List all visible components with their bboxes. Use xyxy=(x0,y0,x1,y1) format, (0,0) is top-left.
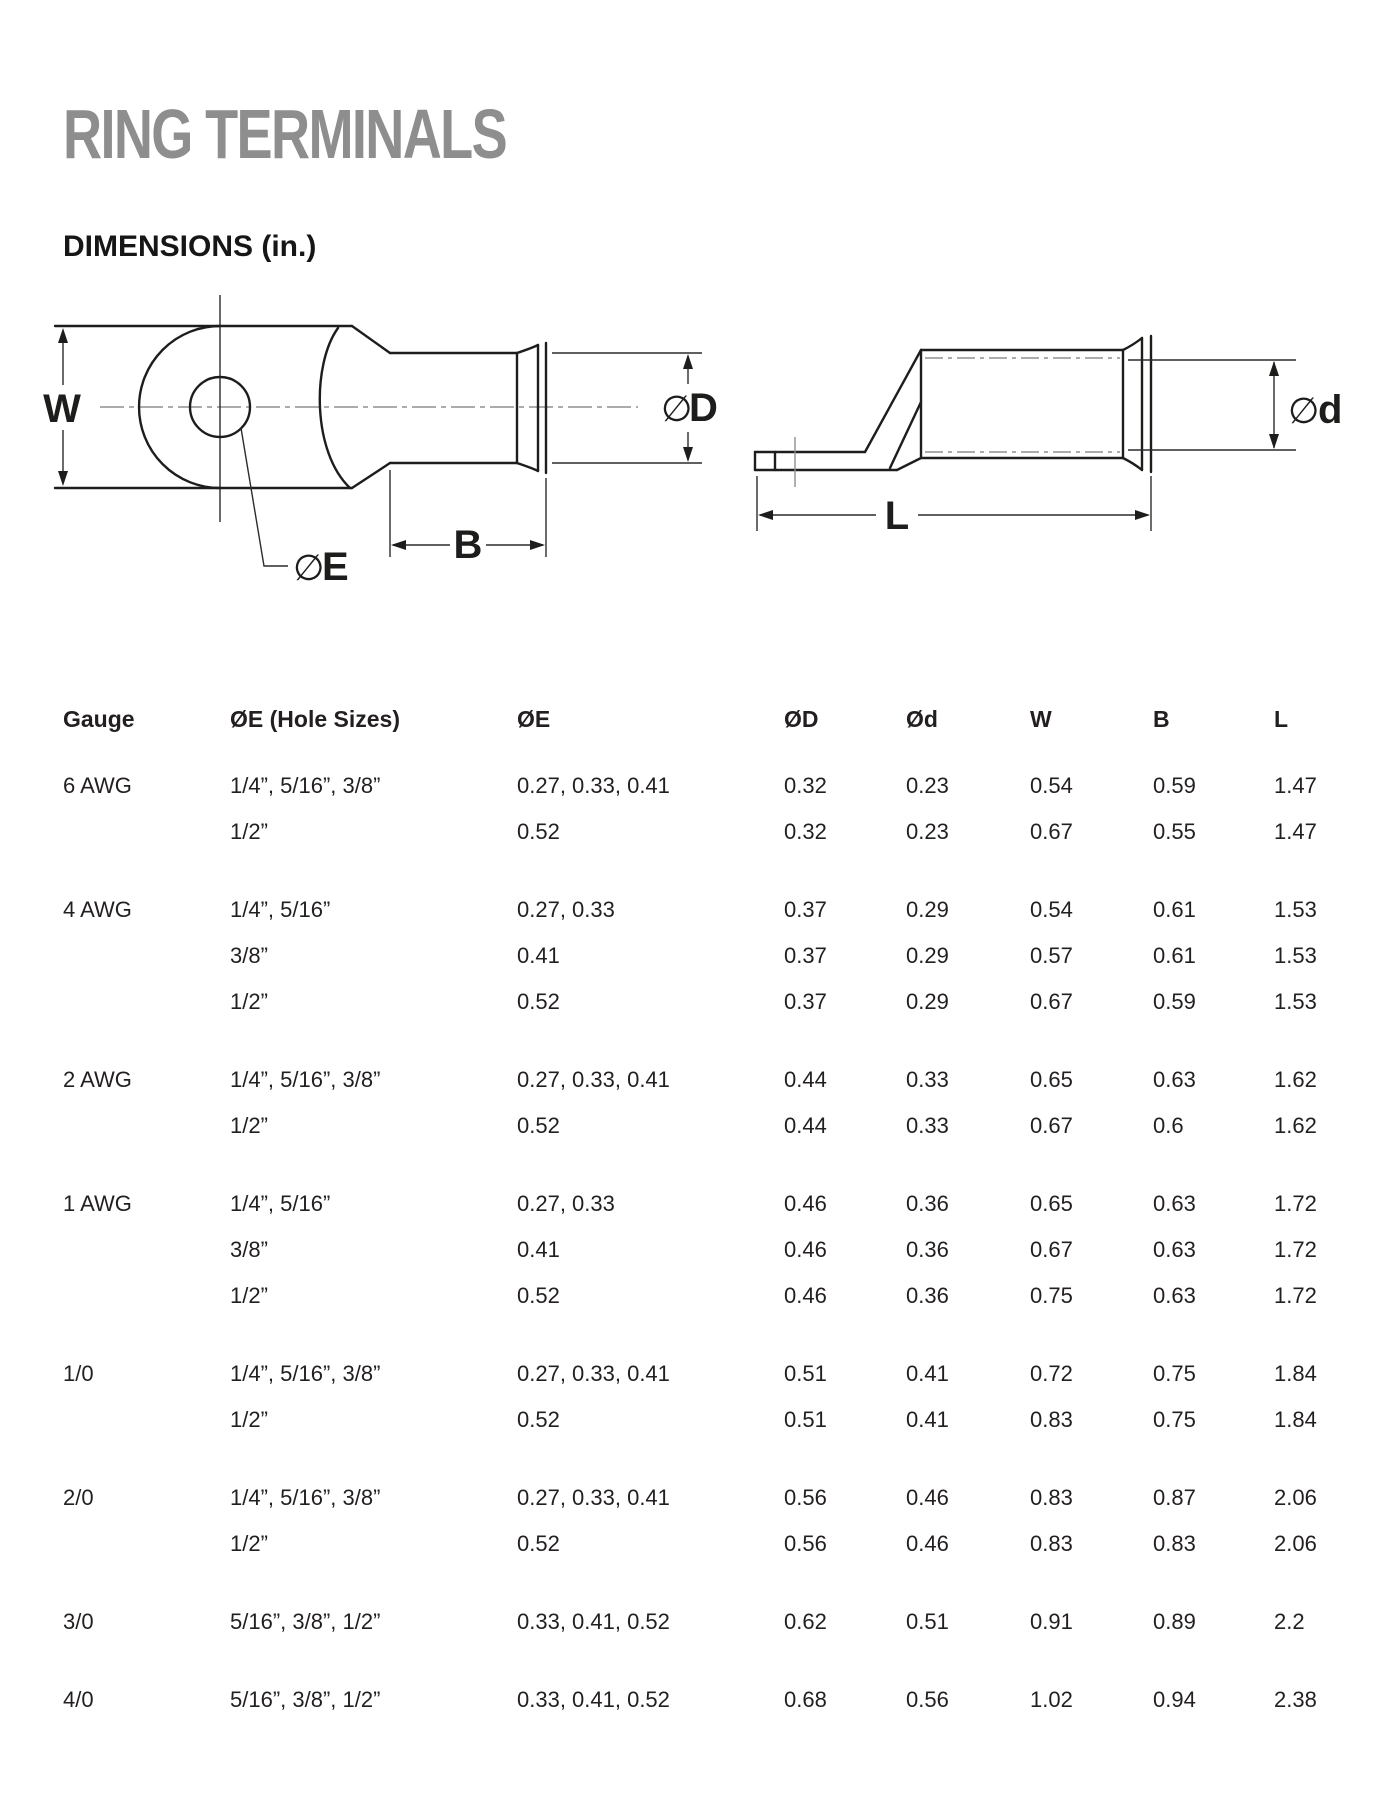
hole-sizes-cell: 1/4”, 5/16”, 3/8” xyxy=(230,1361,381,1386)
l-cell: 1.53 xyxy=(1274,897,1317,922)
od-small-cell: 0.36 xyxy=(906,1237,949,1262)
w-cell: 0.67 xyxy=(1030,819,1073,844)
oe-cell: 0.52 xyxy=(517,1531,560,1556)
dimensions-table xyxy=(63,708,1349,1767)
od-label: D xyxy=(689,386,718,430)
b-cell: 0.6 xyxy=(1153,1113,1184,1138)
table-row xyxy=(63,945,1349,991)
oe-cell: 0.27, 0.33 xyxy=(517,1191,615,1216)
hole-sizes-cell: 3/8” xyxy=(230,1237,268,1262)
column-header-b: B xyxy=(1153,706,1170,732)
b-label: B xyxy=(453,523,483,567)
front-view-drawing xyxy=(43,295,718,589)
od-small-cell: 0.33 xyxy=(906,1113,949,1138)
od-cell: 0.51 xyxy=(784,1407,827,1432)
l-cell: 1.47 xyxy=(1274,773,1317,798)
hole-sizes-cell: 1/4”, 5/16”, 3/8” xyxy=(230,773,381,798)
oe-cell: 0.41 xyxy=(517,1237,560,1262)
od-cell: 0.44 xyxy=(784,1113,827,1138)
w-cell: 0.67 xyxy=(1030,1113,1073,1138)
gauge-cell: 4/0 xyxy=(63,1687,94,1712)
od-small-phi-symbol: ∅ xyxy=(1288,390,1320,431)
b-cell: 0.83 xyxy=(1153,1531,1196,1556)
oe-cell: 0.27, 0.33, 0.41 xyxy=(517,773,670,798)
hole-sizes-cell: 1/4”, 5/16” xyxy=(230,897,331,922)
od-small-cell: 0.23 xyxy=(906,773,949,798)
gauge-cell: 6 AWG xyxy=(63,773,132,798)
gauge-group xyxy=(63,1611,1349,1657)
od-cell: 0.37 xyxy=(784,897,827,922)
od-cell: 0.51 xyxy=(784,1361,827,1386)
w-cell: 0.83 xyxy=(1030,1531,1073,1556)
table-row xyxy=(63,1115,1349,1161)
oe-cell: 0.27, 0.33, 0.41 xyxy=(517,1485,670,1510)
table-row xyxy=(63,991,1349,1037)
hole-sizes-cell: 3/8” xyxy=(230,943,268,968)
l-cell: 2.06 xyxy=(1274,1531,1317,1556)
l-cell: 1.62 xyxy=(1274,1113,1317,1138)
od-small-cell: 0.56 xyxy=(906,1687,949,1712)
gauge-group xyxy=(63,1069,1349,1161)
od-phi-symbol: ∅ xyxy=(661,388,693,429)
w-cell: 0.83 xyxy=(1030,1407,1073,1432)
w-cell: 0.72 xyxy=(1030,1361,1073,1386)
od-cell: 0.32 xyxy=(784,773,827,798)
oe-cell: 0.33, 0.41, 0.52 xyxy=(517,1609,670,1634)
b-cell: 0.63 xyxy=(1153,1191,1196,1216)
column-header-od: ØD xyxy=(784,706,819,732)
od-cell: 0.62 xyxy=(784,1609,827,1634)
table-row xyxy=(63,1409,1349,1455)
table-row xyxy=(63,1239,1349,1285)
b-cell: 0.63 xyxy=(1153,1067,1196,1092)
oe-cell: 0.33, 0.41, 0.52 xyxy=(517,1687,670,1712)
hole-sizes-cell: 5/16”, 3/8”, 1/2” xyxy=(230,1609,381,1634)
gauge-cell: 3/0 xyxy=(63,1609,94,1634)
dimension-od-small xyxy=(1128,360,1342,450)
b-cell: 0.94 xyxy=(1153,1687,1196,1712)
column-header-oe: ØE xyxy=(517,706,551,732)
table-row xyxy=(63,1689,1349,1735)
w-cell: 0.65 xyxy=(1030,1067,1073,1092)
oe-cell: 0.52 xyxy=(517,819,560,844)
od-small-label: d xyxy=(1318,388,1343,432)
oe-cell: 0.27, 0.33 xyxy=(517,897,615,922)
od-small-cell: 0.46 xyxy=(906,1531,949,1556)
od-cell: 0.46 xyxy=(784,1191,827,1216)
oe-label: E xyxy=(322,545,349,589)
od-small-cell: 0.51 xyxy=(906,1609,949,1634)
w-cell: 0.91 xyxy=(1030,1609,1073,1634)
b-cell: 0.59 xyxy=(1153,773,1196,798)
w-cell: 0.75 xyxy=(1030,1283,1073,1308)
l-cell: 1.72 xyxy=(1274,1283,1317,1308)
table-header-row xyxy=(63,708,1349,754)
table-row xyxy=(63,821,1349,867)
l-cell: 1.53 xyxy=(1274,989,1317,1014)
od-small-cell: 0.41 xyxy=(906,1361,949,1386)
l-cell: 1.47 xyxy=(1274,819,1317,844)
w-cell: 0.54 xyxy=(1030,897,1073,922)
od-small-cell: 0.41 xyxy=(906,1407,949,1432)
oe-cell: 0.52 xyxy=(517,989,560,1014)
table-row xyxy=(63,1069,1349,1115)
hole-sizes-cell: 1/2” xyxy=(230,989,268,1014)
b-cell: 0.75 xyxy=(1153,1407,1196,1432)
w-label: W xyxy=(43,387,81,431)
hole-sizes-cell: 1/2” xyxy=(230,819,268,844)
table-row xyxy=(63,775,1349,821)
hole-sizes-cell: 1/4”, 5/16”, 3/8” xyxy=(230,1067,381,1092)
oe-cell: 0.41 xyxy=(517,943,560,968)
hole-sizes-cell: 1/2” xyxy=(230,1113,268,1138)
od-cell: 0.46 xyxy=(784,1237,827,1262)
od-cell: 0.68 xyxy=(784,1687,827,1712)
table-row xyxy=(63,1487,1349,1533)
hole-sizes-cell: 1/2” xyxy=(230,1407,268,1432)
dimension-od xyxy=(552,353,718,463)
gauge-group xyxy=(63,1193,1349,1331)
dimension-b xyxy=(390,470,546,567)
b-cell: 0.75 xyxy=(1153,1361,1196,1386)
gauge-group xyxy=(63,1363,1349,1455)
od-small-cell: 0.36 xyxy=(906,1191,949,1216)
od-cell: 0.44 xyxy=(784,1067,827,1092)
l-cell: 1.84 xyxy=(1274,1361,1317,1386)
table-row xyxy=(63,1611,1349,1657)
hole-sizes-cell: 1/4”, 5/16”, 3/8” xyxy=(230,1485,381,1510)
oe-cell: 0.52 xyxy=(517,1283,560,1308)
oe-cell: 0.52 xyxy=(517,1113,560,1138)
w-cell: 0.65 xyxy=(1030,1191,1073,1216)
l-cell: 1.72 xyxy=(1274,1237,1317,1262)
table-body xyxy=(63,775,1349,1735)
od-small-cell: 0.33 xyxy=(906,1067,949,1092)
l-cell: 1.84 xyxy=(1274,1407,1317,1432)
dimensions-heading: DIMENSIONS (in.) xyxy=(63,230,317,263)
l-cell: 1.62 xyxy=(1274,1067,1317,1092)
hole-sizes-cell: 1/2” xyxy=(230,1283,268,1308)
ring-right-arc xyxy=(320,328,350,488)
side-view-drawing xyxy=(755,336,1342,538)
gauge-group xyxy=(63,899,1349,1037)
dimension-l xyxy=(757,476,1151,538)
dimension-w xyxy=(43,328,81,486)
od-small-cell: 0.46 xyxy=(906,1485,949,1510)
l-cell: 1.53 xyxy=(1274,943,1317,968)
b-cell: 0.61 xyxy=(1153,943,1196,968)
od-small-cell: 0.29 xyxy=(906,989,949,1014)
w-cell: 0.57 xyxy=(1030,943,1073,968)
w-cell: 0.67 xyxy=(1030,1237,1073,1262)
gauge-cell: 2 AWG xyxy=(63,1067,132,1092)
od-cell: 0.37 xyxy=(784,943,827,968)
oe-phi-symbol: ∅ xyxy=(293,547,325,588)
od-small-cell: 0.29 xyxy=(906,897,949,922)
hole-sizes-cell: 5/16”, 3/8”, 1/2” xyxy=(230,1687,381,1712)
table-row xyxy=(63,1533,1349,1579)
gauge-group xyxy=(63,1487,1349,1579)
od-small-cell: 0.36 xyxy=(906,1283,949,1308)
w-cell: 1.02 xyxy=(1030,1687,1073,1712)
b-cell: 0.61 xyxy=(1153,897,1196,922)
w-cell: 0.83 xyxy=(1030,1485,1073,1510)
table-row xyxy=(63,1193,1349,1239)
dimension-oe xyxy=(241,428,349,589)
od-cell: 0.32 xyxy=(784,819,827,844)
od-small-cell: 0.29 xyxy=(906,943,949,968)
table-row xyxy=(63,1363,1349,1409)
b-cell: 0.63 xyxy=(1153,1283,1196,1308)
l-cell: 1.72 xyxy=(1274,1191,1317,1216)
table-row xyxy=(63,1285,1349,1331)
table-row xyxy=(63,899,1349,945)
b-cell: 0.63 xyxy=(1153,1237,1196,1262)
hole-sizes-cell: 1/4”, 5/16” xyxy=(230,1191,331,1216)
column-header-hole-sizes: ØE (Hole Sizes) xyxy=(230,706,400,732)
oe-cell: 0.52 xyxy=(517,1407,560,1432)
gauge-group xyxy=(63,775,1349,867)
column-header-gauge: Gauge xyxy=(63,706,135,732)
gauge-cell: 2/0 xyxy=(63,1485,94,1510)
l-cell: 2.38 xyxy=(1274,1687,1317,1712)
gauge-cell: 4 AWG xyxy=(63,897,132,922)
hole-sizes-cell: 1/2” xyxy=(230,1531,268,1556)
w-cell: 0.54 xyxy=(1030,773,1073,798)
oe-cell: 0.27, 0.33, 0.41 xyxy=(517,1361,670,1386)
page-title: RING TERMINALS xyxy=(63,95,507,173)
w-cell: 0.67 xyxy=(1030,989,1073,1014)
column-header-w: W xyxy=(1030,706,1052,732)
column-header-l: L xyxy=(1274,706,1289,732)
od-cell: 0.56 xyxy=(784,1531,827,1556)
column-header-od-small: Ød xyxy=(906,706,938,732)
od-cell: 0.46 xyxy=(784,1283,827,1308)
gauge-cell: 1/0 xyxy=(63,1361,94,1386)
b-cell: 0.55 xyxy=(1153,819,1196,844)
l-cell: 2.06 xyxy=(1274,1485,1317,1510)
od-small-cell: 0.23 xyxy=(906,819,949,844)
l-label: L xyxy=(884,494,910,538)
b-cell: 0.89 xyxy=(1153,1609,1196,1634)
od-cell: 0.56 xyxy=(784,1485,827,1510)
ring-terminal-technical-drawing xyxy=(20,250,1380,590)
l-cell: 2.2 xyxy=(1274,1609,1305,1634)
od-cell: 0.37 xyxy=(784,989,827,1014)
gauge-cell: 1 AWG xyxy=(63,1191,132,1216)
oe-cell: 0.27, 0.33, 0.41 xyxy=(517,1067,670,1092)
b-cell: 0.59 xyxy=(1153,989,1196,1014)
gauge-group xyxy=(63,1689,1349,1735)
b-cell: 0.87 xyxy=(1153,1485,1196,1510)
